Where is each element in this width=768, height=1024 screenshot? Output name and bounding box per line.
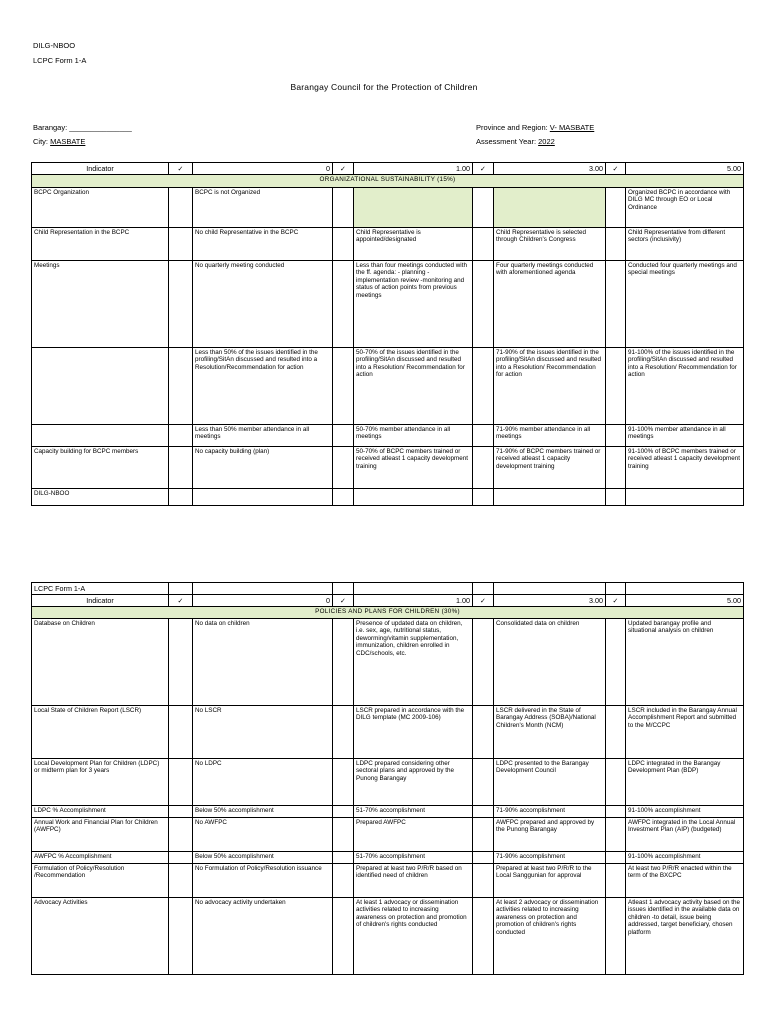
score-3-header: 3.00 <box>494 595 606 607</box>
check-cell[interactable] <box>473 898 494 975</box>
indicator-cell: Annual Work and Financial Plan for Children (AWFPC) <box>32 818 169 852</box>
score-1-cell: 51-70% accomplishment <box>354 806 473 818</box>
score-5-cell: 91-100% member attendance in all meetings <box>626 425 744 447</box>
check-cell[interactable] <box>606 348 626 425</box>
barangay-field <box>33 123 132 132</box>
score-0-cell: No quarterly meeting conducted <box>193 261 333 348</box>
score-5-cell: Updated barangay profile and situational analysis on children <box>626 619 744 706</box>
province-label: Province and Region: <box>476 123 550 132</box>
indicator-cell: Advocacy Activities <box>32 898 169 975</box>
check-header: ✓ <box>333 595 354 607</box>
table-row <box>32 447 744 489</box>
score-3-cell: 71-90% accomplishment <box>494 852 606 864</box>
table-row <box>32 852 744 864</box>
year-label: Assessment Year: <box>476 137 539 146</box>
score-5-cell: Child Representative from different sectors (inclusivity) <box>626 228 744 261</box>
score-3-cell: Prepared at least two P/R/R to the Local Sanggunian for approval <box>494 864 606 898</box>
table-row <box>32 348 744 425</box>
score-5-cell: 91-100% accomplishment <box>626 852 744 864</box>
indicator-cell: AWFPC % Accomplishment <box>32 852 169 864</box>
score-1-cell: 51-70% accomplishment <box>354 852 473 864</box>
check-cell[interactable] <box>333 619 354 706</box>
policies-and-plans-table <box>31 582 744 975</box>
barangay-value: _______________ <box>69 123 132 132</box>
check-header: ✓ <box>169 163 193 175</box>
score-1-cell <box>354 188 473 228</box>
score-5-cell: AWFPC integrated in the Local Annual Investment Plan (AIP) (budgeted) <box>626 818 744 852</box>
score-0-cell: Less than 50% of the issues identified in the profiling/SitAn discussed and resulted into a Resolution/Recommendation for action <box>193 348 333 425</box>
indicator-cell: Capacity building for BCPC members <box>32 447 169 489</box>
score-5-cell: At least two P/R/R enacted within the term of the BXCPC <box>626 864 744 898</box>
check-cell[interactable] <box>473 261 494 348</box>
form-label-row <box>32 583 744 595</box>
check-header: ✓ <box>606 595 626 607</box>
table-row <box>32 619 744 706</box>
indicator-cell: Formulation of Policy/Resolution /Recommendation <box>32 864 169 898</box>
score-1-cell: 50-70% of the issues identified in the profiling/SitAn discussed and resulted into a Resolution/ Recommendation for action <box>354 348 473 425</box>
score-5-cell: LSCR included in the Barangay Annual Accomplishment Report and submitted to the M/CCPC <box>626 706 744 759</box>
check-header: ✓ <box>606 163 626 175</box>
score-0-cell: No Formulation of Policy/Resolution issuance <box>193 864 333 898</box>
form-label: LCPC Form 1-A <box>33 56 87 65</box>
table-row <box>32 806 744 818</box>
check-cell[interactable] <box>333 425 354 447</box>
score-1-cell: At least 1 advocacy or dissemination activities related to increasing awareness on protection and promotion of children's rights conducted <box>354 898 473 975</box>
score-0-cell: No capacity building (plan) <box>193 447 333 489</box>
check-cell[interactable] <box>333 706 354 759</box>
indicator-cell: DILG-NBOO <box>32 489 169 506</box>
check-cell[interactable] <box>473 759 494 806</box>
check-cell[interactable] <box>473 806 494 818</box>
score-3-cell <box>494 188 606 228</box>
check-cell[interactable] <box>169 806 193 818</box>
table-header-row <box>32 595 744 607</box>
check-cell[interactable] <box>169 348 193 425</box>
score-0-cell: Below 50% accomplishment <box>193 852 333 864</box>
score-1-cell <box>354 489 473 506</box>
table-row <box>32 489 744 506</box>
doc-code: DILG-NBOO <box>33 41 76 50</box>
indicator-header: Indicator <box>32 163 169 175</box>
check-cell[interactable] <box>333 489 354 506</box>
check-cell[interactable] <box>169 706 193 759</box>
check-cell[interactable] <box>473 348 494 425</box>
score-5-header: 5.00 <box>626 595 744 607</box>
score-3-cell: LSCR delivered in the State of Barangay Address (SOBA)/National Children's Month (NCM) <box>494 706 606 759</box>
check-cell[interactable] <box>473 706 494 759</box>
score-5-cell: Conducted four quarterly meetings and special meetings <box>626 261 744 348</box>
score-1-cell: Child Representative is appointed/designated <box>354 228 473 261</box>
check-cell[interactable] <box>333 759 354 806</box>
score-3-cell: Consolidated data on children <box>494 619 606 706</box>
table-row <box>32 898 744 975</box>
indicator-cell: Local State of Children Report (LSCR) <box>32 706 169 759</box>
city-value: MASBATE <box>50 137 86 146</box>
check-cell[interactable] <box>606 864 626 898</box>
table-header-row <box>32 163 744 175</box>
indicator-cell <box>32 425 169 447</box>
score-3-cell: AWFPC prepared and approved by the Punong Barangay <box>494 818 606 852</box>
check-cell[interactable] <box>169 261 193 348</box>
check-cell[interactable] <box>333 348 354 425</box>
score-0-cell: No LSCR <box>193 706 333 759</box>
score-5-cell: 91-100% accomplishment <box>626 806 744 818</box>
score-1-cell: LSCR prepared in accordance with the DILG template (MC 2009-106) <box>354 706 473 759</box>
check-cell[interactable] <box>169 898 193 975</box>
score-3-cell: Child Representative is selected through Children's Congress <box>494 228 606 261</box>
check-cell[interactable] <box>606 818 626 852</box>
score-1-header: 1.00 <box>354 163 473 175</box>
score-3-header: 3.00 <box>494 163 606 175</box>
indicator-cell: Meetings <box>32 261 169 348</box>
check-cell[interactable] <box>606 759 626 806</box>
indicator-cell: Child Representation in the BCPC <box>32 228 169 261</box>
score-5-cell: 91-100% of BCPC members trained or received atleast 1 capacity development training <box>626 447 744 489</box>
score-1-cell: Less than four meetings conducted with the ff. agenda: - planning -implementation review -monitoring and status of action points from previous meetings <box>354 261 473 348</box>
check-cell[interactable] <box>606 261 626 348</box>
check-cell[interactable] <box>169 759 193 806</box>
check-cell[interactable] <box>606 852 626 864</box>
table-row <box>32 425 744 447</box>
score-3-cell: 71-90% of the issues identified in the profiling/SitAn discussed and resulted into a Resolution/ Recommendation for action <box>494 348 606 425</box>
score-0-header: 0 <box>193 163 333 175</box>
check-cell[interactable] <box>333 188 354 228</box>
check-header: ✓ <box>473 595 494 607</box>
score-0-cell: Less than 50% member attendance in all meetings <box>193 425 333 447</box>
score-3-cell: 71-90% accomplishment <box>494 806 606 818</box>
check-cell[interactable] <box>333 447 354 489</box>
check-cell[interactable] <box>333 864 354 898</box>
score-5-cell: Atleast 1 advocacy activity based on the issues identified in the available data on children -to detail, issue being addressed, target beneficiary, chosen platform <box>626 898 744 975</box>
indicator-cell: Database on Children <box>32 619 169 706</box>
check-cell[interactable] <box>473 188 494 228</box>
score-5-cell: Organized BCPC in accordance with DILG MC through EO or Local Ordinance <box>626 188 744 228</box>
page-title: Barangay Council for the Protection of Children <box>290 82 478 92</box>
section-row <box>32 607 744 619</box>
check-cell[interactable] <box>606 898 626 975</box>
check-cell[interactable] <box>473 447 494 489</box>
score-5-cell: 91-100% of the issues identified in the profiling/SitAn discussed and resulted into a Resolution/ Recommendation for action <box>626 348 744 425</box>
province-value: V- MASBATE <box>549 123 595 132</box>
check-cell[interactable] <box>169 447 193 489</box>
check-header: ✓ <box>473 163 494 175</box>
check-cell[interactable] <box>333 818 354 852</box>
score-1-cell: 50-70% member attendance in all meetings <box>354 425 473 447</box>
check-cell[interactable] <box>169 188 193 228</box>
table-row <box>32 261 744 348</box>
score-1-cell: Prepared at least two P/R/R based on identified need of children <box>354 864 473 898</box>
check-cell[interactable] <box>473 425 494 447</box>
table-row <box>32 706 744 759</box>
section-title: POLICIES AND PLANS FOR CHILDREN (30%) <box>32 607 744 619</box>
check-cell[interactable] <box>606 706 626 759</box>
score-0-cell: No AWFPC <box>193 818 333 852</box>
score-1-cell: Presence of updated data on children, i.e. sex, age, nutritional status, deworming/vitamin supplementation, immunization, children enrolled in CDC/schools, etc. <box>354 619 473 706</box>
check-cell[interactable] <box>333 228 354 261</box>
score-0-cell: No advocacy activity undertaken <box>193 898 333 975</box>
check-cell[interactable] <box>169 425 193 447</box>
check-cell[interactable] <box>333 261 354 348</box>
check-cell[interactable] <box>333 898 354 975</box>
check-cell[interactable] <box>606 806 626 818</box>
check-cell[interactable] <box>606 489 626 506</box>
check-header: ✓ <box>169 595 193 607</box>
score-3-cell: LDPC presented to the Barangay Development Council <box>494 759 606 806</box>
score-0-cell: No data on children <box>193 619 333 706</box>
check-cell[interactable] <box>169 228 193 261</box>
indicator-header: Indicator <box>32 595 169 607</box>
indicator-cell: Local Development Plan for Children (LDPC) or midterm plan for 3 years <box>32 759 169 806</box>
table-row <box>32 228 744 261</box>
score-0-cell: Below 50% accomplishment <box>193 806 333 818</box>
score-3-cell: 71-90% of BCPC members trained or received atleast 1 capacity development training <box>494 447 606 489</box>
check-cell[interactable] <box>473 818 494 852</box>
score-1-cell: 50-70% of BCPC members trained or received atleast 1 capacity development training <box>354 447 473 489</box>
score-3-cell: 71-90% member attendance in all meetings <box>494 425 606 447</box>
province-field <box>476 123 594 132</box>
check-cell[interactable] <box>473 852 494 864</box>
indicator-cell: LDPC % Accomplishment <box>32 806 169 818</box>
year-field <box>476 137 555 146</box>
check-cell[interactable] <box>169 864 193 898</box>
check-cell[interactable] <box>169 852 193 864</box>
table-row <box>32 864 744 898</box>
score-0-cell: BCPC is not Organized <box>193 188 333 228</box>
section-title: ORGANIZATIONAL SUSTAINABILITY (15%) <box>32 175 744 188</box>
check-cell[interactable] <box>169 619 193 706</box>
check-header: ✓ <box>333 163 354 175</box>
table-row <box>32 818 744 852</box>
score-3-cell <box>494 489 606 506</box>
score-1-cell: Prepared AWFPC <box>354 818 473 852</box>
score-5-cell: LDPC integrated in the Barangay Development Plan (BDP) <box>626 759 744 806</box>
organizational-sustainability-table <box>31 162 744 506</box>
check-cell[interactable] <box>473 228 494 261</box>
table-row <box>32 759 744 806</box>
indicator-cell <box>32 348 169 425</box>
score-5-header: 5.00 <box>626 163 744 175</box>
section-row <box>32 175 744 188</box>
barangay-label: Barangay: <box>33 123 70 132</box>
score-3-cell: At least 2 advocacy or dissemination activities related to increasing awareness on protection and promotion of children's rights conducted <box>494 898 606 975</box>
score-0-cell: No LDPC <box>193 759 333 806</box>
check-cell[interactable] <box>606 425 626 447</box>
check-cell[interactable] <box>473 489 494 506</box>
form-label-cell: LCPC Form 1-A <box>32 583 169 595</box>
score-1-header: 1.00 <box>354 595 473 607</box>
check-cell[interactable] <box>169 489 193 506</box>
year-value: 2022 <box>538 137 555 146</box>
check-cell[interactable] <box>606 619 626 706</box>
check-cell[interactable] <box>606 447 626 489</box>
city-field <box>33 137 85 146</box>
table-row <box>32 188 744 228</box>
score-0-cell: No child Representative in the BCPC <box>193 228 333 261</box>
score-3-cell: Four quarterly meetings conducted with aforementioned agenda <box>494 261 606 348</box>
check-cell[interactable] <box>606 228 626 261</box>
score-5-cell <box>626 489 744 506</box>
check-cell[interactable] <box>333 852 354 864</box>
check-cell[interactable] <box>169 818 193 852</box>
score-1-cell: LDPC prepared considering other sectoral plans and approved by the Punong Barangay <box>354 759 473 806</box>
score-0-header: 0 <box>193 595 333 607</box>
city-label: City: <box>33 137 51 146</box>
check-cell[interactable] <box>473 619 494 706</box>
indicator-cell: BCPC Organization <box>32 188 169 228</box>
check-cell[interactable] <box>473 864 494 898</box>
check-cell[interactable] <box>606 188 626 228</box>
score-0-cell <box>193 489 333 506</box>
check-cell[interactable] <box>333 806 354 818</box>
